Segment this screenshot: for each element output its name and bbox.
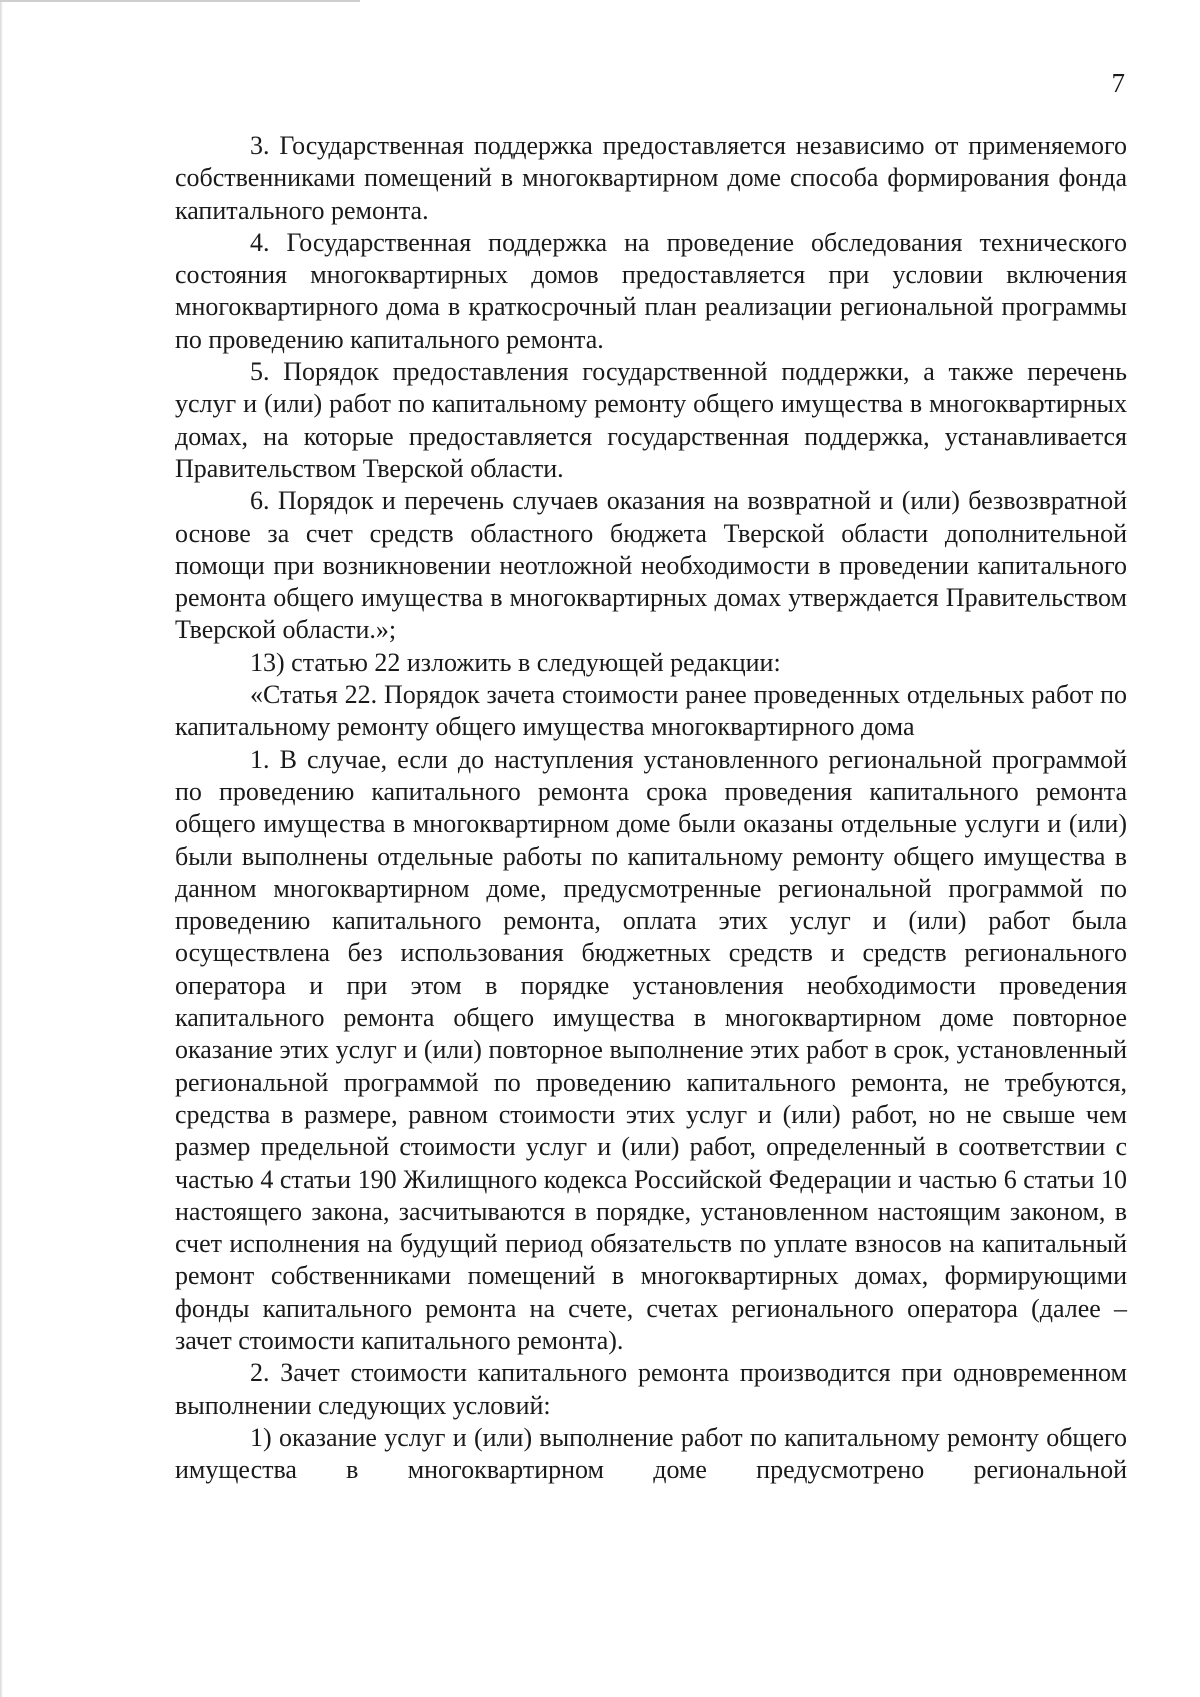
paragraph-condition-1: 1) оказание услуг и (или) выполнение работ по капитальному ремонту общего имущества в многоквартирном доме предусмотрено региональной xyxy=(175,1422,1127,1485)
paragraph-amend-article-22: 13) статью 22 изложить в следующей редакции: xyxy=(250,647,781,677)
page-number: 7 xyxy=(1111,68,1125,98)
paragraph-emergency-assistance: 6. Порядок и перечень случаев оказания на возвратной и (или) безвозвратной основе за счет средств областного бюджета Тверской области дополнительной помощи при возникновении неотложной необходимости в проведении капитального ремонта общего имущества в многоквартирных домах утверждается Правительством Тверской области.»; xyxy=(175,486,1127,645)
document-body xyxy=(175,130,1127,1486)
scan-edge-top xyxy=(0,0,360,2)
scan-edge xyxy=(0,0,3,1697)
paragraph-offset-conditions-2: 2. Зачет стоимости капитального ремонта производится при одновременном выполнении следующих условий: xyxy=(175,1358,1127,1420)
paragraph-state-support-independent: 3. Государственная поддержка предоставляется независимо от применяемого собственниками помещений в многоквартирном доме способа формирования фонда капитального ремонта. xyxy=(175,131,1127,225)
article-22-heading: «Статья 22. Порядок зачета стоимости ранее проведенных отдельных работ по капитальному ремонту общего имущества многоквартирного дома xyxy=(175,680,1127,742)
paragraph-offset-conditions-1: 1. В случае, если до наступления установленного региональной программой по проведению капитального ремонта срока проведения капитального ремонта общего имущества в многоквартирном доме были оказаны отдельные услуги и (или) были выполнены отдельные работы по капитальному ремонту общего имущества в данном многоквартирном доме, предусмотренные региональной программой по проведению капитального ремонта, оплата этих услуг и (или) работ была осуществлена без использования бюджетных средств и средств регионального оператора и при этом в порядке установления необходимости проведения капитального ремонта общего имущества в многоквартирном доме повторное оказание этих услуг и (или) повторное выполнение этих работ в срок, установленный региональной программой по проведению капитального ремонта, не требуются, средства в размере, равном стоимости этих услуг и (или) работ, но не свыше чем размер предельной стоимости услуг и (или) работ, определенный в соответствии с частью 4 статьи 190 Жилищного кодекса Российской Федерации и частью 6 статьи 10 настоящего закона, засчитываются в порядке, установленном настоящим законом, в счет исполнения на будущий период обязательств по уплате взносов на капитальный ремонт собственниками помещений в многоквартирных домах, формирующими фонды капитального ремонта на счете, счетах регионального оператора (далее – зачет стоимости капитального ремонта). xyxy=(175,744,1127,1355)
paragraph-support-procedure: 5. Порядок предоставления государственной поддержки, а также перечень услуг и (или) работ по капитальному ремонту общего имущества в многоквартирных домах, на которые предоставляется государственная поддержка, устанавливается Правительством Тверской области. xyxy=(175,357,1127,483)
paragraph-state-support-inspection: 4. Государственная поддержка на проведение обследования технического состояния многоквартирных домов предоставляется при условии включения многоквартирного дома в краткосрочный план реализации региональной программы по проведению капитального ремонта. xyxy=(175,227,1127,354)
